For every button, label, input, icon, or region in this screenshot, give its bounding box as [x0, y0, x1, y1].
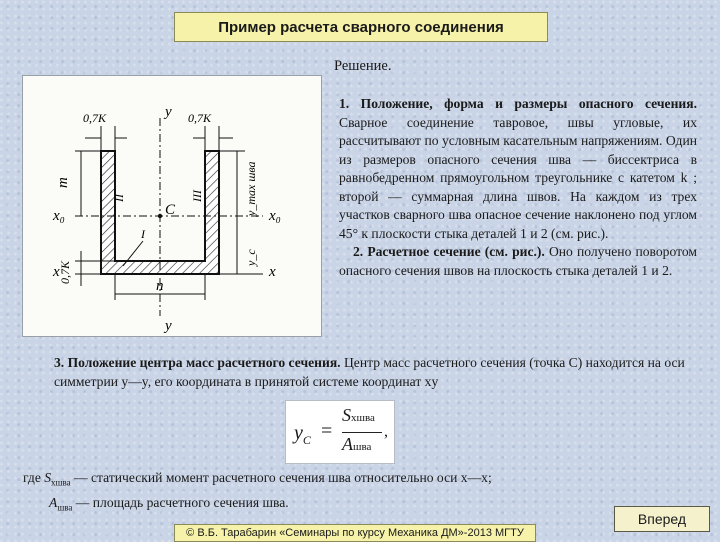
formula-equals: = — [321, 420, 333, 442]
p2-body: Оно получено поворотом опасного сечения швов на плоскость стыка деталей 1 и 2. — [339, 244, 697, 278]
label-07k-vertical: 0,7K — [58, 260, 72, 284]
p1-body: Сварное соединение тавровое, швы угловые, их рассчитывают по условным касательным напряжениям. Один из размеров опасного сечения шва — биссектриса в равнобедренном прямоугольном треугольнике с катетом k ; второй — суммарная длина швов. На каждом из трех участков сварного шва опасное сечение наклонено под углом 45° к плоскости стыка деталей 1 и 2 (см. рис.). — [339, 114, 697, 241]
p2-heading: 2. Расчетное сечение (см. рис.). — [353, 244, 545, 259]
formula-denominator: Aшва — [342, 434, 372, 454]
centroid-formula — [285, 400, 395, 464]
label-i: I — [141, 227, 145, 241]
footer-copyright: © В.Б. Тарабарин «Семинары по курсу Механика ДМ»-2013 МГТУ — [174, 524, 536, 542]
label-07k-right: 0,7K — [188, 111, 212, 125]
weld-section-drawing — [23, 76, 321, 336]
solution-label: Решение. — [334, 58, 392, 74]
p3-heading: 3. Положение центра масс расчетного сечения. — [54, 355, 341, 370]
weld-section-figure — [22, 75, 322, 337]
label-iii: III — [190, 190, 204, 202]
label-c: C — [165, 202, 176, 218]
right-text-block — [339, 95, 697, 280]
label-y-top: y — [165, 104, 172, 120]
label-x0-left: x₀ — [53, 208, 65, 224]
label-ymax: y_max шва — [244, 161, 258, 216]
formula-lhs: $y_C$ — [294, 422, 311, 447]
label-x0-right: x₀ — [269, 208, 281, 224]
slide-title: Пример расчета сварного соединения — [174, 12, 548, 42]
formula-fraction-bar — [342, 432, 382, 433]
where-definitions — [23, 468, 713, 517]
label-m: m — [55, 177, 71, 188]
formula-numerator: Sxшва — [342, 405, 375, 425]
where-line-1: где $S_{xшва}$ — статический момент расчетного сечения шва относительно оси x—x; — [23, 470, 492, 488]
centroid-point — [158, 214, 162, 218]
label-ii: II — [112, 194, 126, 202]
label-n: n — [156, 278, 164, 294]
where-line-2: $A_{шва}$ — площадь расчетного сечения шва. — [49, 494, 289, 513]
label-x-left: x — [53, 264, 60, 280]
label-y-bottom: y — [165, 318, 172, 334]
p3-body: Центр масс расчетного сечения (точка С) находится на оси симметрии y—y, его координата в принятой системе координат xy — [54, 355, 685, 389]
next-button[interactable]: Вперед — [614, 506, 710, 532]
p1-heading: 1. Положение, форма и размеры опасного сечения. — [339, 96, 697, 111]
label-yc: y_c — [244, 249, 258, 266]
label-07k-left: 0,7K — [83, 111, 107, 125]
formula-comma: , — [384, 423, 388, 440]
label-x-right: x — [269, 264, 276, 280]
paragraph-3 — [54, 353, 704, 391]
